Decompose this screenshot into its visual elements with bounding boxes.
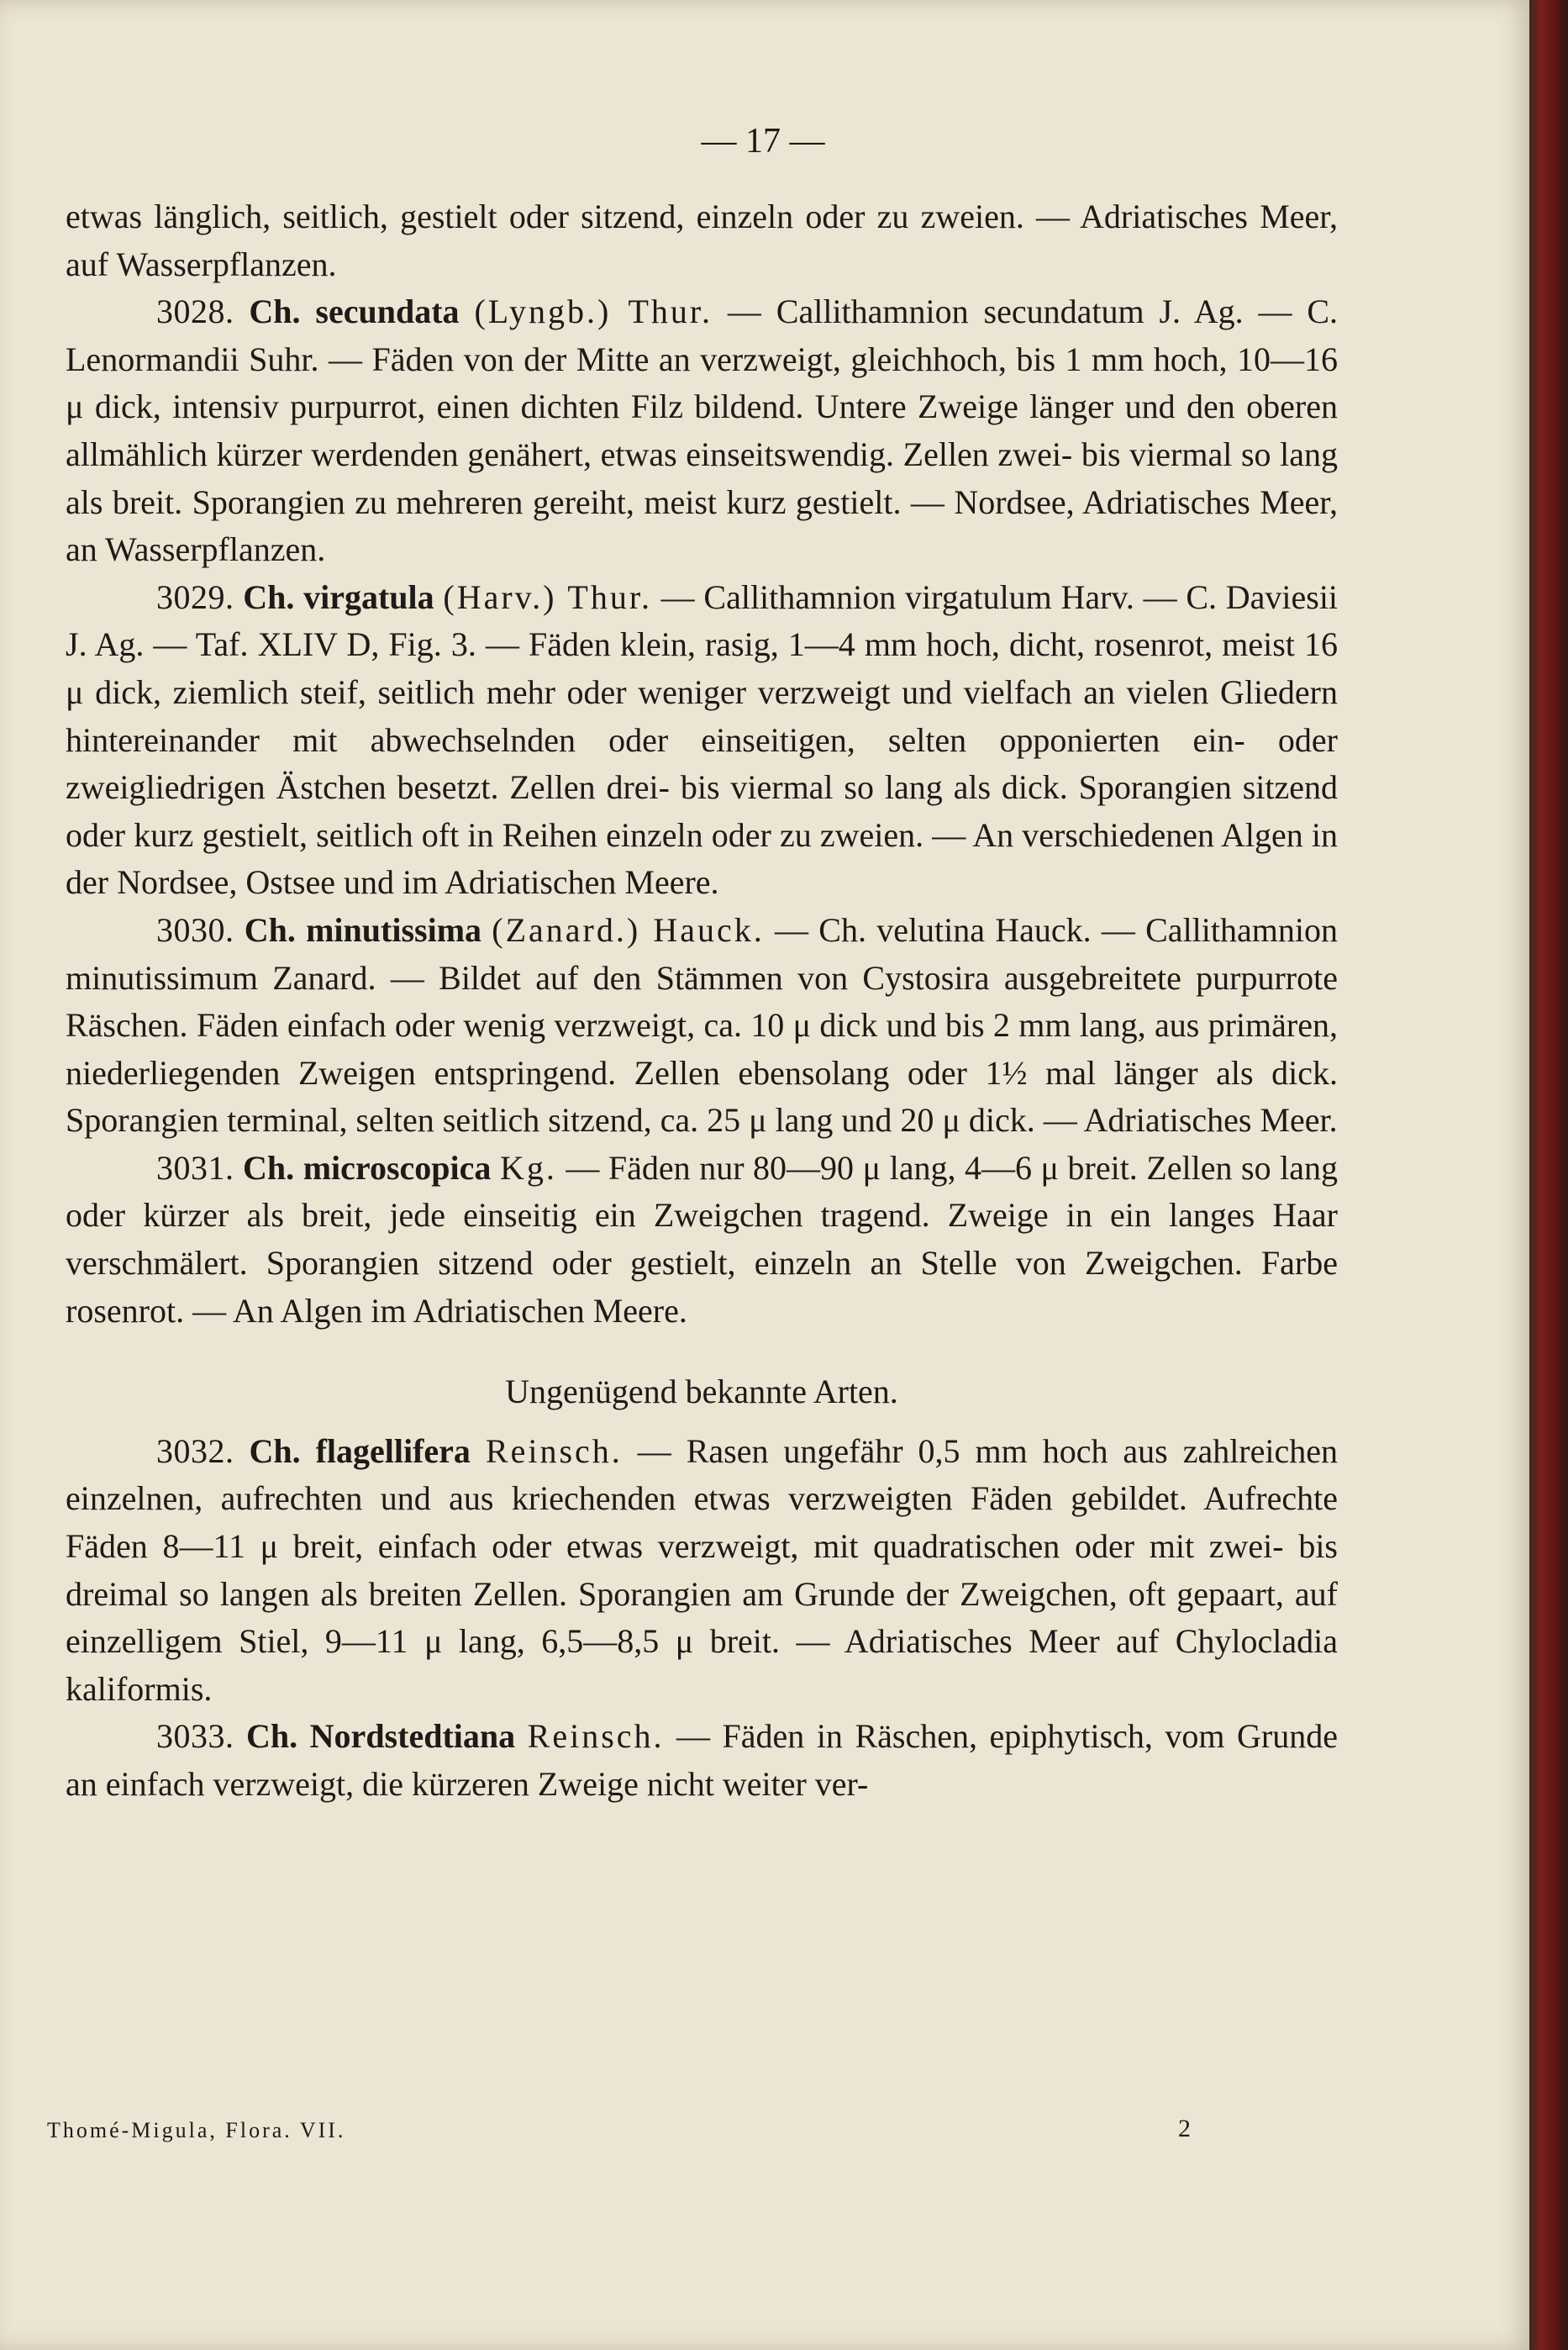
page-footer (47, 2115, 1191, 2143)
species-authority: (Lyngb.) Thur. (474, 292, 713, 331)
signature-mark: 2 (1178, 2115, 1191, 2142)
species-name: flagellifera (315, 1431, 471, 1470)
page-body (66, 193, 1338, 1809)
species-authority: Reinsch. (527, 1717, 665, 1756)
species-entry-3028 (66, 288, 1338, 574)
species-entry-3029 (66, 574, 1338, 907)
species-name: minutissima (306, 910, 482, 949)
species-entry-3033 (66, 1713, 1338, 1808)
species-authority: (Zanard.) Hauck. (492, 910, 765, 949)
entry-description: — Fäden in Räschen, epiphytisch, vom Grunde an einfach verzweigt, die kürzeren Zweige nicht weiter ver- (66, 1717, 1338, 1803)
entry-number: 3028. (156, 292, 234, 331)
genus-abbrev: Ch. (246, 1717, 298, 1756)
species-entry-3030 (66, 907, 1338, 1145)
entry-number: 3030. (156, 910, 234, 949)
page-number: — 17 — (701, 122, 825, 161)
species-authority: Kg. (499, 1148, 557, 1187)
genus-abbrev: Ch. (244, 910, 296, 949)
genus-abbrev: Ch. (243, 577, 295, 616)
genus-abbrev: Ch. (243, 1148, 295, 1187)
entry-number: 3033. (156, 1717, 234, 1756)
species-name: virgatula (303, 577, 434, 616)
entry-description: — Rasen ungefähr 0,5 mm hoch aus zahlreichen einzelnen, aufrechten und aus kriechenden etwas verzweigten Fäden gebildet. Aufrechte Fäden 8—11 μ breit, einfach oder etwas verzweigt, mit quadratischen oder mit zwei- bis dreimal so langen als breiten Zellen. Sporangien am Grunde der Zweigchen, oft gepaart, auf einzelligem Stiel, 9—11 μ lang, 6,5—8,5 μ breit. — Adriatisches Meer auf Chylocladia kaliformis. (66, 1431, 1339, 1708)
entry-number: 3031. (156, 1148, 234, 1187)
entry-number: 3032. (156, 1431, 234, 1470)
entry-description: — Ch. velutina Hauck. — Callithamnion minutissimum Zanard. — Bildet auf den Stämmen von Cystosira ausgebreitete purpurrote Räschen. Fäden einfach oder wenig verzweigt, ca. 10 μ dick und bis 2 mm lang, aus primären, niederliegenden Zweigen entspringend. Zellen ebensolang oder 1½ mal länger als dick. Sporangien terminal, selten seitlich sitzend, ca. 25 μ lang und 20 μ dick. — Adriatisches Meer. (66, 910, 1338, 1140)
section-heading: Ungenügend bekannte Arten. (505, 1373, 898, 1411)
entry-description: — Fäden nur 80—90 μ lang, 4—6 μ breit. Zellen so lang oder kürzer als breit, jede einseitig ein Zweigchen tragend. Zweige in ein langes Haar verschmälert. Sporangien sitzend oder gestielt, einzeln an Stelle von Zweigchen. Farbe rosenrot. — An Algen im Adriatischen Meere. (66, 1148, 1339, 1330)
species-authority: (Harv.) Thur. (443, 577, 652, 616)
entry-number: 3029. (156, 577, 234, 616)
species-entry-3031 (66, 1145, 1338, 1335)
species-name: microscopica (303, 1148, 492, 1187)
genus-abbrev: Ch. (249, 292, 301, 331)
opening-paragraph: etwas länglich, seitlich, gestielt oder sitzend, einzeln oder zu zweien. — Adriatisches Meer, auf Wasserpflanzen. (66, 198, 1338, 283)
running-title: Thomé-Migula, Flora. VII. (47, 2118, 346, 2142)
entry-description: — Callithamnion secundatum J. Ag. — C. Lenormandii Suhr. — Fäden von der Mitte an verzweigt, gleichhoch, bis 1 mm hoch, 10—16 μ dick, intensiv purpurrot, einen dichten Filz bildend. Untere Zweige länger und den oberen allmählich kürzer werdenden genähert, etwas einseitswendig. Zellen zwei- bis viermal so lang als breit. Sporangien zu mehreren gereiht, meist kurz gestielt. — Nordsee, Adriatisches Meer, an Wasserpflanzen. (66, 292, 1339, 569)
genus-abbrev: Ch. (249, 1431, 301, 1470)
entry-description: — Callithamnion virgatulum Harv. — C. Daviesii J. Ag. — Taf. XLIV D, Fig. 3. — Fäden klein, rasig, 1—4 mm hoch, dicht, rosenrot, meist 16 μ dick, ziemlich steif, seitlich mehr oder weniger verzweigt und vielfach an vielen Gliedern hintereinander mit abwechselnden oder einseitigen, selten opponierten ein- oder zweigliedrigen Ästchen besetzt. Zellen drei- bis viermal so lang als dick. Sporangien sitzend oder kurz gestielt, seitlich oft in Reihen einzeln oder zu zweien. — An verschiedenen Algen in der Nordsee, Ostsee und im Adriatischen Meere. (66, 577, 1339, 902)
book-edge (1529, 0, 1568, 2350)
species-name: Nordstedtiana (309, 1717, 516, 1756)
species-name: secundata (315, 292, 460, 331)
species-entry-3032 (66, 1428, 1338, 1714)
species-authority: Reinsch. (485, 1431, 623, 1470)
